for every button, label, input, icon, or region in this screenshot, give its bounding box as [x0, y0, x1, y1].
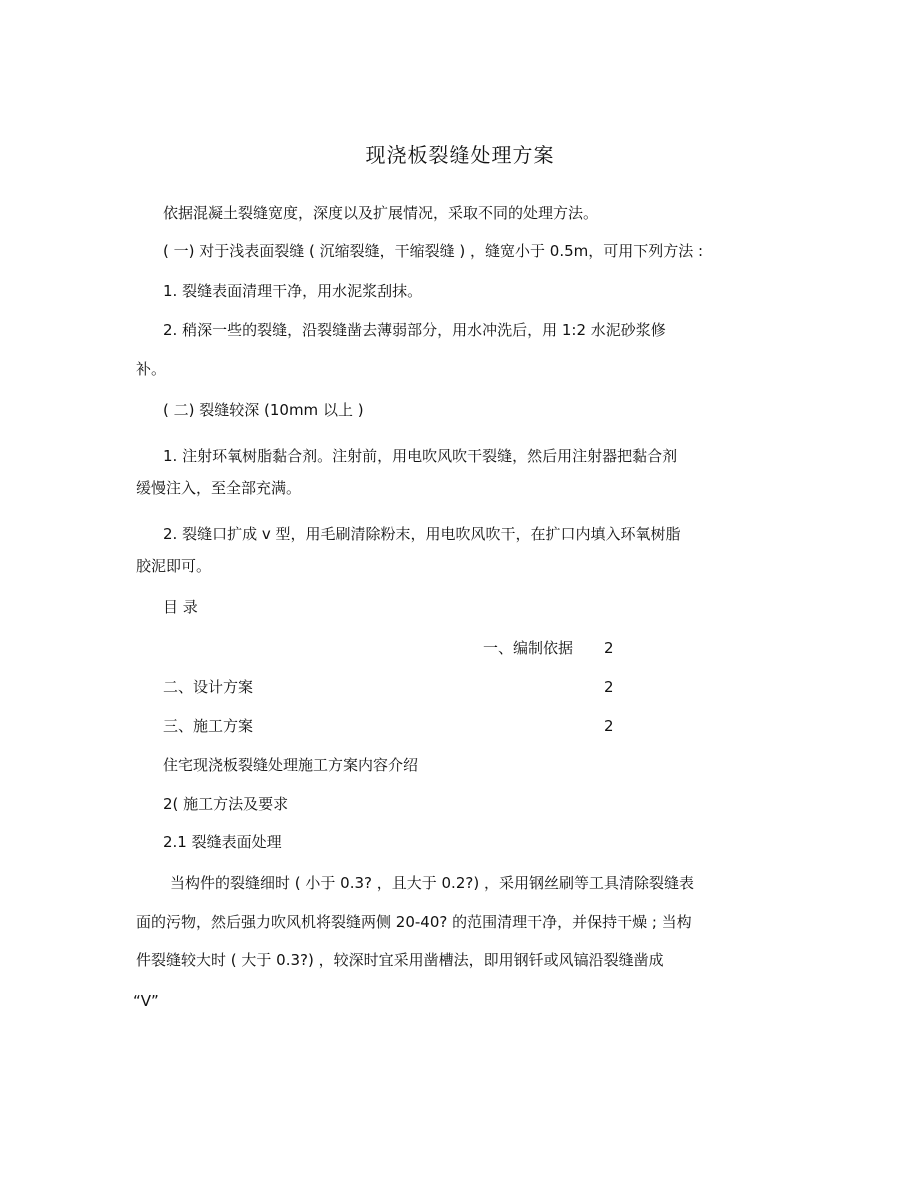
- intro-paragraph: 依据混凝土裂缝宽度，深度以及扩展情况，采取不同的处理方法。: [163, 204, 599, 222]
- toc-entry-page: 2: [604, 717, 614, 735]
- body-line-4: “V”: [133, 992, 159, 1010]
- section-2-item-1-line-1: 1. 注射环氧树脂黏合剂。注射前，用电吹风吹干裂缝，然后用注射器把黏合剂: [163, 447, 678, 465]
- body-line-1: 当构件的裂缝细时 ( 小于 0.3? ，且大于 0.2?) ，采用钢丝刷等工具清除裂缝表: [170, 874, 694, 892]
- section-1-item-2-line-2: 补。: [136, 360, 167, 378]
- section-1-heading: ( 一) 对于浅表面裂缝 ( 沉缩裂缝，干缩裂缝 ) ，缝宽小于 0.5m，可用下列方法 :: [163, 242, 704, 260]
- toc-entry-label: 二、设计方案: [163, 678, 254, 696]
- toc-entry-page: 2: [604, 678, 614, 696]
- toc-entry-label: 三、施工方案: [163, 717, 254, 735]
- intro-2: 住宅现浇板裂缝处理施工方案内容介绍: [163, 756, 419, 774]
- methods-heading: 2( 施工方法及要求: [163, 795, 289, 813]
- page-title: 现浇板裂缝处理方案: [365, 143, 555, 167]
- toc-entry-label: 一、编制依据: [483, 639, 574, 657]
- section-1-item-1: 1. 裂缝表面清理干净，用水泥浆刮抹。: [163, 282, 423, 300]
- section-2-item-2-line-1: 2. 裂缝口扩成 v 型，用毛刷清除粉末，用电吹风吹干，在扩口内填入环氧树脂: [163, 525, 681, 543]
- section-2-item-1-line-2: 缓慢注入，至全部充满。: [136, 479, 302, 497]
- toc-heading: 目 录: [163, 598, 198, 616]
- section-2-item-2-line-2: 胶泥即可。: [136, 557, 212, 575]
- section-1-item-2-line-1: 2. 稍深一些的裂缝，沿裂缝凿去薄弱部分，用水冲洗后，用 1:2 水泥砂浆修: [163, 321, 666, 339]
- section-2-heading: ( 二) 裂缝较深 (10mm 以上 ): [163, 401, 364, 419]
- sub-heading: 2.1 裂缝表面处理: [163, 833, 282, 851]
- body-line-3: 件裂缝较大时 ( 大于 0.3?) ，较深时宜采用凿槽法，即用钢钎或风镐沿裂缝凿成: [136, 951, 664, 969]
- body-line-2: 面的污物，然后强力吹风机将裂缝两侧 20-40? 的范围清理干净，并保持干燥 ; 当构: [136, 913, 692, 931]
- toc-entry-page: 2: [604, 639, 614, 657]
